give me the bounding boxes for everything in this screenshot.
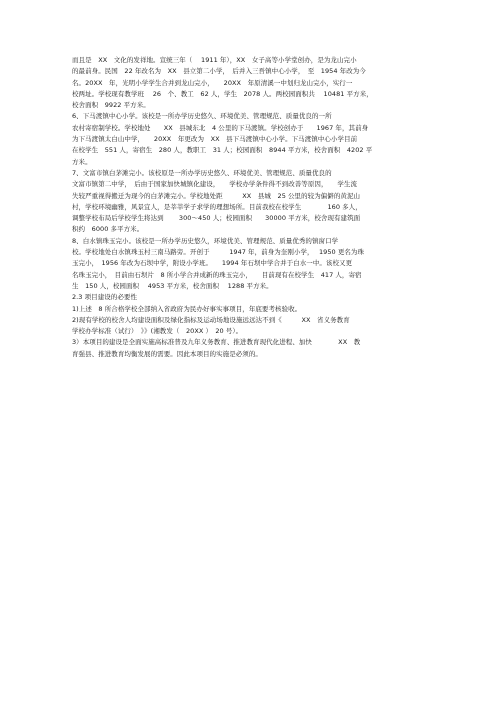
text-line: 育强县、推进教育均衡发展的需要。因此本项目的实施是必须的。	[72, 349, 262, 358]
text-line: 校。学校地处白水镇珠玉村三南马路旁。开创于 1947 年，前身为奎刚小学， 1950 更名为珠	[72, 248, 365, 257]
paragraph-longshan-school	[72, 55, 432, 111]
text-line: 生 150 人，校园面积 4953 平方米，校舍面积 1288 平方米。	[72, 281, 273, 290]
text-line: 6、下马渡镇中心小学。该校是一所办学历史悠久、环境优美、管理规范、质量优良的一所	[72, 112, 332, 121]
paragraph-school-6	[72, 111, 432, 167]
text-line: 村，学校环境幽雅，风景宜人，是莘莘学子求学的理想场所。目前我校在校学生 160 多人，	[72, 202, 362, 211]
text-line: 玉完小， 1956 年改为石坝中学，附设小学班。 1994 年石坝中学合并于白水一中。该校又更	[72, 259, 353, 268]
section-heading: 2.3 项目建设的必要性	[72, 293, 138, 302]
text-line: 调整学校布局后学校学生将达到 300～450 人；校园面积 30000 平方米，校舍现有建筑面	[72, 214, 361, 223]
text-line: 在校学生 551 人，寄宿生 280 人，教职工 31 人；校园面积 8944 平方米，校舍面积 4202 平	[72, 146, 373, 155]
text-line: 失较严重视得搬迁为现今的白茅滩完小。学校地处距 XX 县城 25 公里的较为偏僻的黄泥山	[72, 191, 361, 200]
text-line: 校两址。学校现有教学班 26 个、教工 62 人，学生 2078 人。两校园面积共 10481 平方米，	[72, 89, 373, 98]
text-line: 7、文富市镇白茅滩完小。该校原是一所办学历史悠久、环境优美、管理规范、质量优良的	[72, 168, 332, 177]
text-line: 学校办学标准（试行） 》》(湘教发（ 20XX ） 20 号）。	[72, 327, 243, 336]
text-line: 而且是 XX 文化的发祥地。宣统三年（ 1911 年），XX 女子高等小学堂创办，是为龙山完小	[72, 56, 357, 64]
document-body	[72, 55, 432, 360]
section-2-3	[72, 292, 432, 360]
text-line: 农村寄宿制学校。学校地处 XX 县城东北 4 公里的下马渡镇。学校创办于 1967 年，其前身	[72, 123, 369, 132]
paragraph-school-7	[72, 168, 432, 236]
text-line: 的最前身。民国 22 年改名为 XX 县立第二小学， 后并入三吾镇中心小学， 至 1954 年改为今	[72, 67, 366, 76]
text-line: 2)现有学校的校舍人均建设面积及绿化指标及运动场地设施远远达不到《 XX 省义务教育	[72, 315, 350, 324]
paragraph-school-8	[72, 236, 432, 292]
text-line: 1)上述 8 所合格学校全部纳入省政府为民办好事实事项目，年底要考核验收。	[72, 304, 302, 313]
text-line: 名。20XX 年，光明小学学生合并到龙山完小， 20XX 年原清溪一中划归龙山完小，实行一	[72, 78, 353, 87]
text-line: 校舍面积 9922 平方米。	[72, 101, 150, 110]
text-line: 为下马渡镇太白山中学， 20XX 年更改为 XX 县下马渡镇中心小学。下马渡镇中心小学目前	[72, 135, 358, 144]
text-line: 方米。	[72, 157, 92, 166]
text-line: 3）本项目的建设是全面实施高标准普及九年义务教育、推进教育现代化进程、加快 XX 教	[72, 338, 361, 347]
text-line: 文富市镇第二中学， 后由于国家加快城镇化建设， 学校办学条件得不到改善等原因， 学生流	[72, 180, 357, 189]
text-line: 积约 6000 多平方米。	[72, 225, 144, 234]
text-line: 名珠玉完小， 目前由石坝片 8 所小学合并成新的珠玉完小， 目前现有在校学生 417 人，寄宿	[72, 270, 362, 279]
text-line: 8、白水镇珠玉完小。该校是一所办学历史悠久，环境优美、管理规范、质量优秀的镇窗口学	[72, 236, 339, 245]
